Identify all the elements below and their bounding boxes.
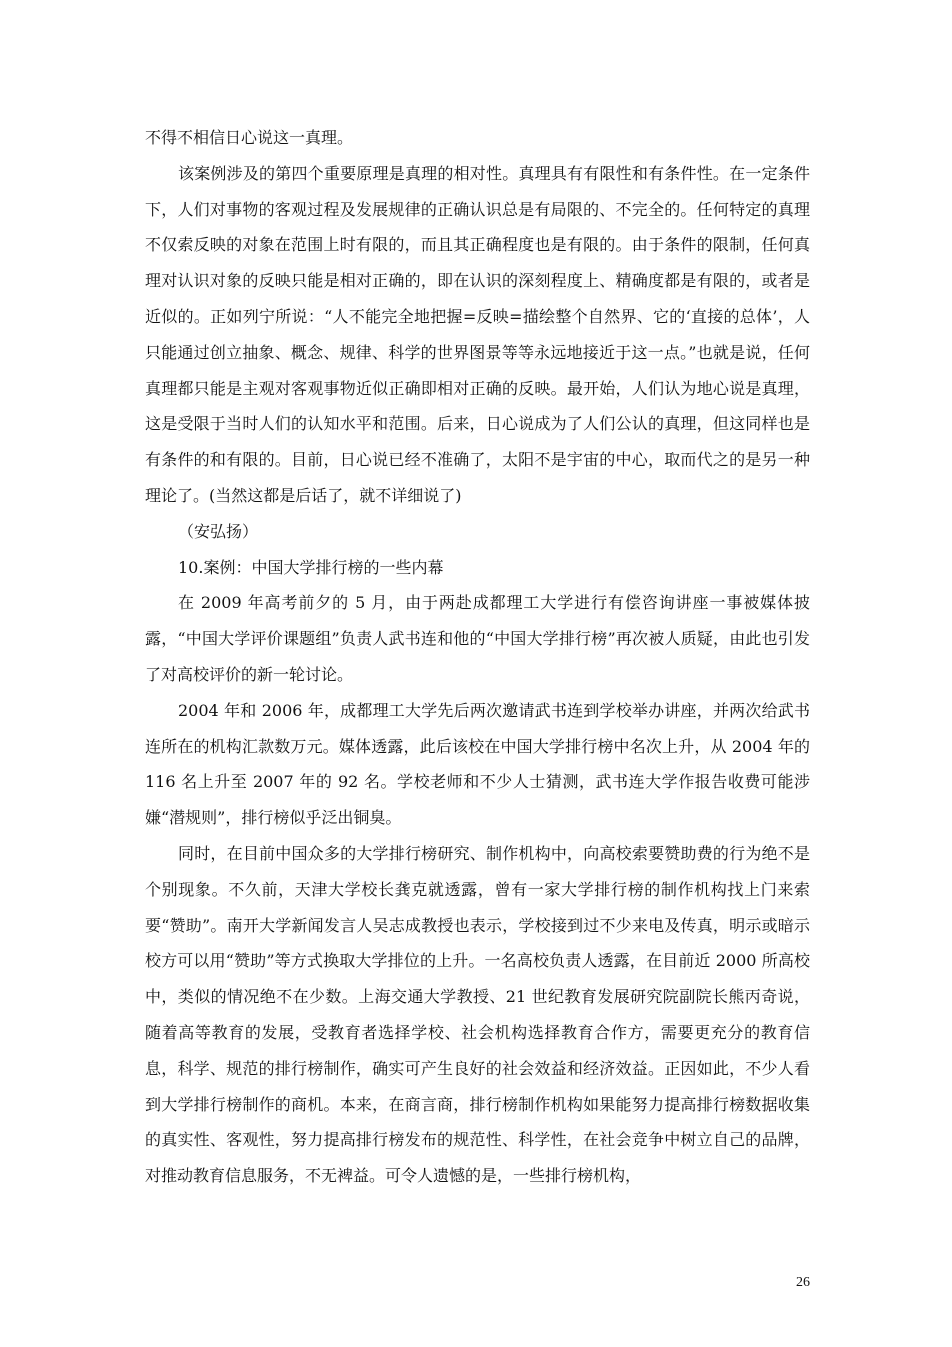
section-heading: 10.案例：中国大学排行榜的一些内幕 — [178, 557, 444, 577]
paragraph: 在 2009 年高考前夕的 5 月，由于两赴成都理工大学进行有偿咨询讲座一事被媒体披露，“中国大学评价课题组”负责人武书连和他的“中国大学排行榜”再次被人质疑，由此也引发了对高校评价的新一轮讨论。 — [145, 593, 810, 684]
body-text — [145, 120, 810, 1194]
paragraph: 不得不相信日心说这一真理。 — [145, 128, 354, 147]
paragraph: 同时，在目前中国众多的大学排行榜研究、制作机构中，向高校索要赞助费的行为绝不是个别现象。不久前，天津大学校长龚克就透露，曾有一家大学排行榜的制作机构找上门来索要“赞助”。南开大学新闻发言人吴志成教授也表示，学校接到过不少来电及传真，明示或暗示校方可以用“赞助”等方式换取大学排位的上升。一名高校负责人透露，在目前近 2000 所高校中，类似的情况绝不在少数。上海交通大学教授、21 世纪教育发展研究院副院长熊丙奇说，随着高等教育的发展，受教育者选择学校、社会机构选择教育合作方，需要更充分的教育信息，科学、规范的排行榜制作，确实可产生良好的社会效益和经济效益。正因如此，不少人看到大学排行榜制作的商机。本来，在商言商，排行榜制作机构如果能努力提高排行榜数据收集的真实性、客观性，努力提高排行榜发布的规范性、科学性，在社会竞争中树立自己的品牌，对推动教育信息服务，不无裨益。可令人遗憾的是，一些排行榜机构， — [145, 843, 810, 1186]
author-note: （安弘扬） — [178, 521, 259, 541]
paragraph: 该案例涉及的第四个重要原理是真理的相对性。真理具有有限性和有条件性。在一定条件下，人们对事物的客观过程及发展规律的正确认识总是有局限的、不完全的。任何特定的真理不仅索反映的对象在范围上时有限的，而且其正确程度也是有限的。由于条件的限制，任何真理对认识对象的反映只能是相对正确的，即在认识的深刻程度上、精确度都是有限的，或者是近似的。正如列宁所说：“人不能完全地把握=反映=描绘整个自然界、它的‘直接的总体’，人只能通过创立抽象、概念、规律、科学的世界图景等等永远地接近于这一点。”也就是说，任何真理都只能是主观对客观事物近似正确即相对正确的反映。最开始，人们认为地心说是真理，这是受限于当时人们的认知水平和范围。后来，日心说成为了人们公认的真理，但这同样也是有条件的和有限的。目前，日心说已经不准确了，太阳不是宇宙的中心，取而代之的是另一种理论了。(当然这都是后话了，就不详细说了) — [145, 163, 810, 505]
page-number: 26 — [796, 1275, 810, 1290]
paragraph: 2004 年和 2006 年，成都理工大学先后两次邀请武书连到学校举办讲座，并两次给武书连所在的机构汇款数万元。媒体透露，此后该校在中国大学排行榜中名次上升，从 2004 年的 116 名上升至 2007 年的 92 名。学校老师和不少人士猜测，武书连大学作报告收费可能涉嫌“潜规则”，排行榜似乎泛出铜臭。 — [145, 700, 810, 828]
